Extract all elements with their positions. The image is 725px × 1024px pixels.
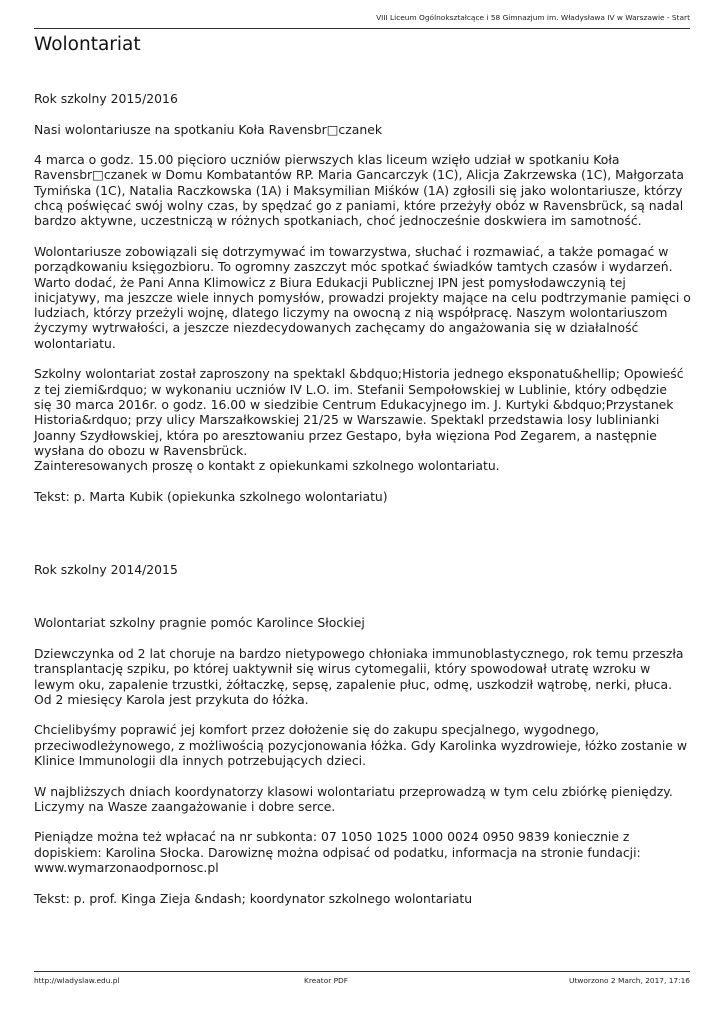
paragraph: Szkolny wolontariat został zaproszony na spektakl &bdquo;Historia jednego eksponatu&hellip; Opowieść z tej ziemi&rdquo; w wykonaniu uczniów IV L.O. im. Stefanii Sempołowskiej w Lublinie, który odbędzie się 30 marca 2016r. o godz. 16.00 w siedzibie Centrum Edukacyjnego im. J. Kurtyki &bdquo;Przystanek Historia&rdquo; przy ulicy Marszałkowskiej 21/25 w Warszawie. Spektakl przedstawia losy lublinianki Joanny Szydłowskiej, która po aresztowaniu przez Gestapo, była więziona Pod Zegarem, a następnie wysłana do obozu w Ravensbrück. Zainteresowanych proszę o kontakt z opiekunkami szkolnego wolontariatu. (34, 366, 684, 474)
author-credit: Tekst: p. Marta Kubik (opiekunka szkolnego wolontariatu) (34, 488, 388, 504)
header-divider (34, 28, 690, 29)
paragraph: Chcielibyśmy poprawić jej komfort przez dołożenie się do zakupu specjalnego, wygodnego, przeciwodleżynowego, z możliwością pozycjonowania łóżka. Gdy Karolinka wyzdrowieje, łóżko zostanie w Klinice Immunologii dla innych potrzebujących dzieci. (34, 722, 688, 768)
section-subtitle: Nasi wolontariusze na spotkaniu Koła Ravensbr□czanek (34, 121, 382, 137)
footer-generator: Kreator PDF (304, 976, 349, 985)
footer-divider (34, 971, 690, 972)
school-year-heading: Rok szkolny 2014/2015 (34, 562, 178, 578)
article-body (34, 91, 694, 906)
paragraph: Dziewczynka od 2 lat choruje na bardzo nietypowego chłoniaka immunoblastycznego, rok temu przeszła transplantację szpiku, po której uaktywnił się wirus cytomegalii, który spowodował utratę wzroku w lewym oku, zapalenie trzustki, żółtaczkę, sepsę, zapalenie płuc, odmę, uszkodził wątrobę, nerki, płuca. Od 2 miesięcy Karola jest przykuta do łóżka. (34, 645, 684, 707)
footer-url: http://wladyslaw.edu.pl (34, 976, 120, 985)
section-subtitle: Wolontariat szkolny pragnie pomóc Karolince Słockiej (34, 615, 365, 631)
paragraph: 4 marca o godz. 15.00 pięcioro uczniów pierwszych klas liceum wzięło udział w spotkaniu Koła Ravensbr□czanek w Domu Kombatantów RP. Maria Gancarczyk (1C), Alicja Zakrzewska (1C), Małgorzata Tymińska (1C), Natalia Raczkowska (1A) i Maksymilian Miśków (1A) zgłosili się jako wolontariusze, którzy chcą poświęcać swój wolny czas, by spędzać go z paniami, które przeżyły obóz w Ravensbrück, są nadal bardzo aktywne, uczestniczą w różnych spotkaniach, choć jednocześnie doskwiera im samotność. (34, 152, 685, 229)
school-year-heading: Rok szkolny 2015/2016 (34, 91, 178, 106)
paragraph: Wolontariusze zobowiązali się dotrzymywać im towarzystwa, słuchać i rozmawiać, a także pomagać w porządkowaniu księgozbioru. To ogromny zaszczyt móc spotkać świadków tamtych czasów i wydarzeń. Warto dodać, że Pani Anna Klimowicz z Biura Edukacji Publicznej IPN jest pomysłodawczynią tej inicjatywy, ma jeszcze wiele innych pomysłów, prowadzi projekty mające na celu podtrzymanie pamięci o ludziach, którzy przeżyli wojnę, dlatego liczymy na owocną z nią współpracę. Naszym wolontariuszom życzymy wytrwałości, a jeszcze niezdecydowanych zachęcamy do angażowania się w działalność wolontariatu. (34, 243, 691, 351)
author-credit: Tekst: p. prof. Kinga Zieja &ndash; koordynator szkolnego wolontariatu (34, 890, 473, 906)
footer-created-date: Utworzono 2 March, 2017, 17:16 (569, 976, 690, 985)
paragraph: Pieniądze można też wpłacać na nr subkonta: 07 1050 1025 1000 0024 0950 9839 koniecznie z dopiskiem: Karolina Słocka. Darowiznę można odpisać od podatku, informacja na stronie fundacji: www.wymarzonaodpornosc.pl (34, 829, 641, 876)
running-header: VIII Liceum Ogólnokształcące i 58 Gimnazjum im. Władysława IV w Warszawie - Start (376, 13, 690, 22)
paragraph: W najbliższych dniach koordynatorzy klasowi wolontariatu przeprowadzą w tym celu zbiórkę pieniędzy. Liczymy na Wasze zaangażowanie i dobre serce. (34, 783, 673, 814)
page-title: Wolontariat (34, 34, 141, 55)
